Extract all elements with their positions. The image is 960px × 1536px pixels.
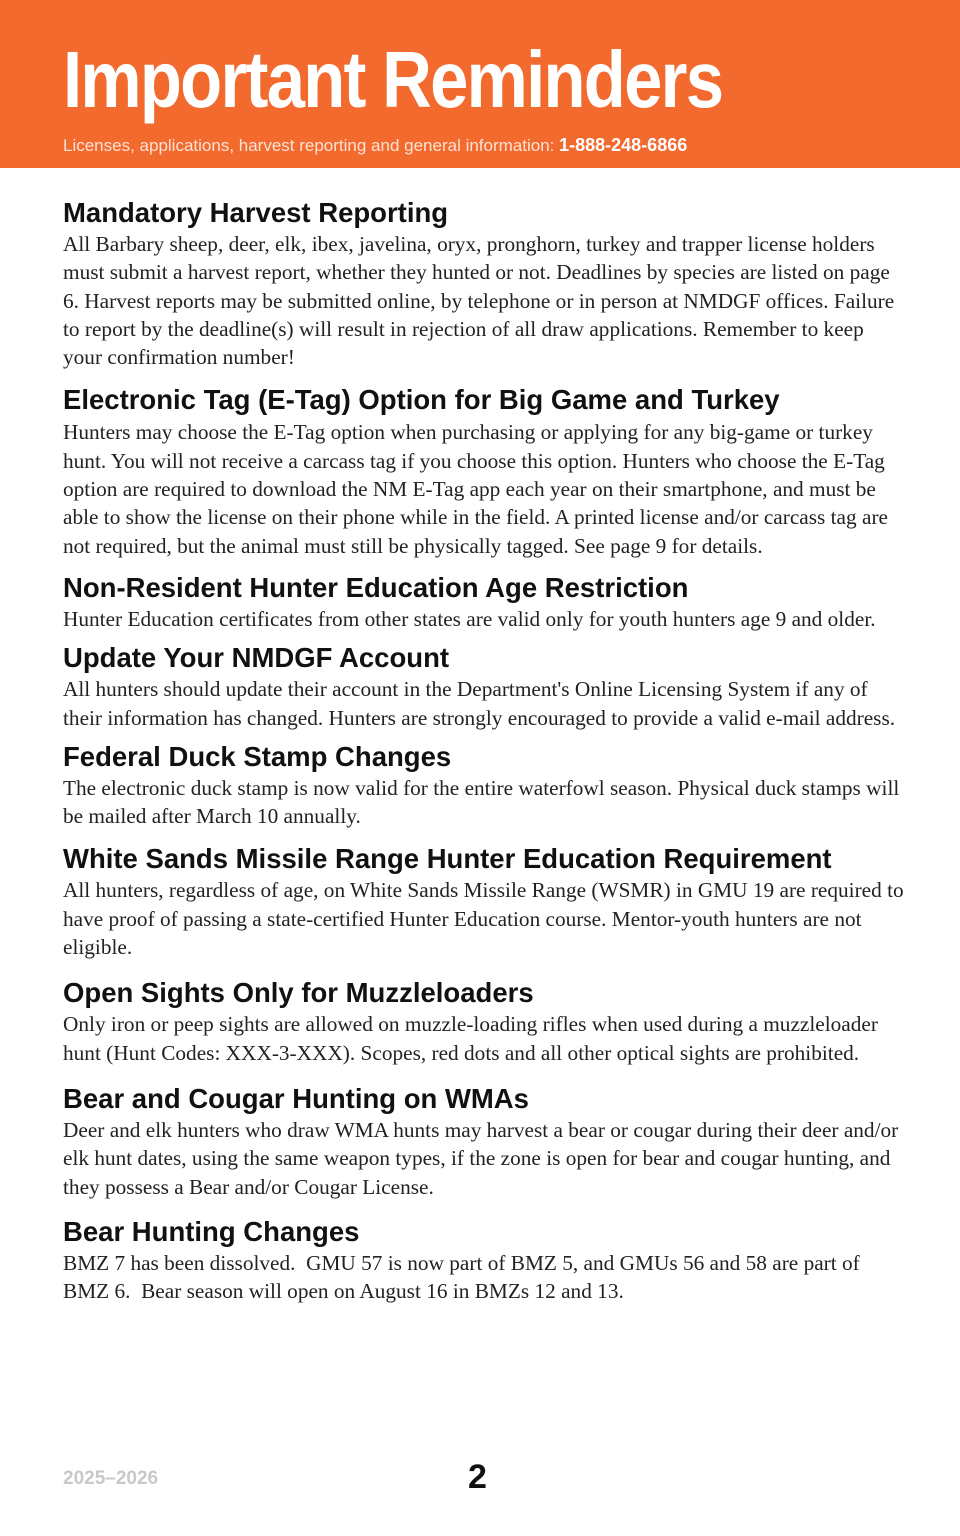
contact-label: Licenses, applications, harvest reporting and general information: — [63, 136, 560, 155]
page-number: 2 — [468, 1458, 487, 1496]
section-heading: Open Sights Only for Muzzleloaders — [63, 977, 534, 1009]
section-body: The electronic duck stamp is now valid for the entire waterfowl season. Physical duck stamps will be mailed after March 10 annually. — [63, 775, 900, 829]
page-title: Important Reminders — [63, 35, 723, 124]
section-white-sands-requirement — [63, 842, 908, 961]
section-open-sights-muzzleloaders — [63, 976, 908, 1067]
section-update-account — [63, 641, 908, 732]
section-bear-hunting-changes — [63, 1215, 908, 1306]
section-heading: Mandatory Harvest Reporting — [63, 197, 449, 228]
section-non-resident-age-restriction — [63, 571, 908, 633]
section-body: All Barbary sheep, deer, elk, ibex, javelina, oryx, pronghorn, turkey and trapper license holders must submit a harvest report, whether they hunted or not. Deadlines by species are listed on page 6. Harvest reports may be submitted online, by telephone or in person at NMDGF offices. Failure to report by the deadline(s) will result in rejection of all draw applications. Remember to keep your confirmation number! — [63, 232, 895, 370]
reminders-content — [63, 196, 908, 1305]
footer-year: 2025–2026 — [63, 1468, 159, 1489]
section-bear-cougar-wma — [63, 1082, 908, 1201]
section-heading: White Sands Missile Range Hunter Education Requirement — [63, 843, 832, 875]
header-banner — [0, 0, 960, 168]
section-body: BMZ 7 has been dissolved. GMU 57 is now part of BMZ 5, and GMUs 56 and 58 are part of BMZ 6. Bear season will open on August 16 in BMZs 12 and 13. — [63, 1250, 866, 1304]
section-heading: Electronic Tag (E-Tag) Option for Big Game and Turkey — [63, 384, 780, 416]
phone-number[interactable]: 1-888-248-6866 — [559, 135, 688, 155]
section-heading: Federal Duck Stamp Changes — [63, 740, 452, 772]
section-mandatory-harvest-reporting — [63, 196, 908, 371]
section-heading: Non-Resident Hunter Education Age Restriction — [63, 571, 689, 603]
section-body: All hunters, regardless of age, on White Sands Missile Range (WSMR) in GMU 19 are required to have proof of passing a state-certified Hunter Education course. Mentor-youth hunters are not eligible. — [63, 878, 904, 960]
section-heading: Bear Hunting Changes — [63, 1215, 360, 1247]
section-heading: Bear and Cougar Hunting on WMAs — [63, 1082, 529, 1114]
contact-line — [63, 134, 687, 157]
section-electronic-tag — [63, 383, 908, 559]
section-body: Only iron or peep sights are allowed on muzzle-loading rifles when used during a muzzleloader hunt (Hunt Codes: XXX-3-XXX). Scopes, red dots and all other optical sights are prohibited. — [63, 1012, 878, 1065]
section-body: All hunters should update their account in the Department's Online Licensing System if any of their information has changed. Hunters are strongly encouraged to provide a valid e-mail address. — [63, 677, 896, 730]
section-body: Hunter Education certificates from other states are valid only for youth hunters age 9 and older. — [63, 606, 876, 631]
section-duck-stamp-changes — [63, 740, 908, 831]
section-body: Hunters may choose the E-Tag option when purchasing or applying for any big-game or turkey hunt. You will not receive a carcass tag if you choose this option. Hunters who choose the E-Tag option are required to download the NM E-Tag app each year on their smartphone, and must be able to show the license on their phone while in the field. A printed license and/or carcass tag are not required, but the animal must still be physically tagged. See page 9 for details. — [63, 420, 888, 558]
section-heading: Update Your NMDGF Account — [63, 642, 450, 674]
section-body: Deer and elk hunters who draw WMA hunts may harvest a bear or cougar during their deer and/or elk hunt dates, using the same weapon types, if the zone is open for bear and cougar hunting, and they possess a Bear and/or Cougar License. — [63, 1117, 899, 1199]
